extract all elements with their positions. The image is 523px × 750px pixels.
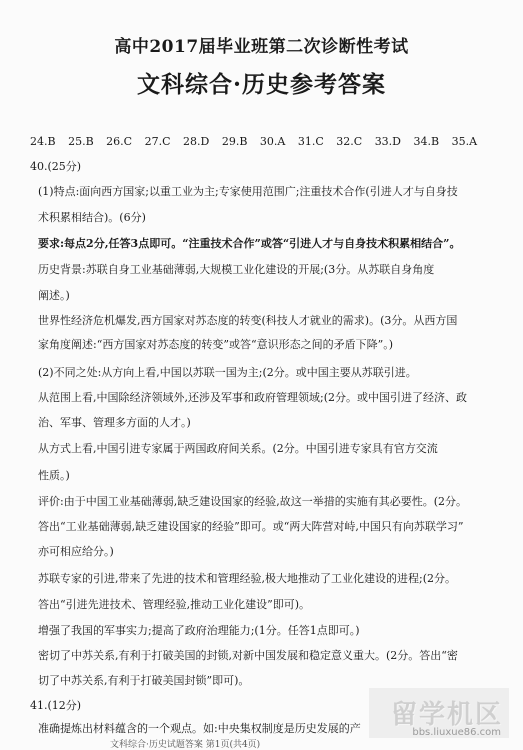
watermark-brand: 留学机区 — [390, 700, 503, 730]
question-40-header: 40.(25分) — [30, 160, 82, 173]
multiple-choice-answers — [30, 135, 486, 148]
answer-line: 答出“工业基础薄弱,缺乏建设国家的经验”即可。或“两大阵营对峙,中国只有向苏联学习” — [38, 520, 464, 533]
answer-item: 28.D — [183, 135, 210, 148]
answer-line: 从范围上看,中国除经济领域外,还涉及军事和政府管理领域;(2分。或中国引进了经济、政 — [38, 391, 467, 404]
answer-item: 27.C — [144, 135, 171, 148]
answer-line: 密切了中苏关系,有利于打破美国的封锁,对新中国发展和稳定意义重大。(2分。答出“密 — [38, 649, 458, 662]
answer-line: 治、军事、管理多方面的人才。) — [38, 416, 191, 429]
watermark-url: bbs.liuxue86.com — [412, 727, 501, 738]
answer-item: 25.B — [68, 135, 94, 148]
answer-line: 家角度阐述:“西方国家对苏态度的转变”或答“意识形态之间的矛盾下降”。) — [38, 338, 393, 351]
answer-line: 世界性经济危机爆发,西方国家对苏态度的转变(科技人才就业的需求)。(3分。从西方国 — [38, 314, 458, 327]
answer-line: 苏联专家的引进,带来了先进的技术和管理经验,极大地推动了工业化建设的进程;(2分。 — [38, 572, 456, 585]
answer-item: 34.B — [413, 135, 440, 148]
answer-line: 历史背景:苏联自身工业基础薄弱,大规模工业化建设的开展;(3分。从苏联自身角度 — [38, 263, 435, 276]
answer-line: 术积累相结合)。(6分) — [38, 211, 146, 224]
answer-line: 性质。) — [38, 469, 70, 482]
answer-line: 从方式上看,中国引进专家属于两国政府间关系。(2分。中国引进专家具有官方交流 — [38, 442, 438, 455]
answer-item: 31.C — [297, 135, 324, 148]
answer-item: 32.C — [336, 135, 363, 148]
exam-title: 高中2017届毕业班第二次诊断性考试 — [114, 37, 409, 57]
scoring-note-line: 要求:每点2分,任答3点即可。“注重技术合作”或答“引进人才与自身技术积累相结合”。 — [38, 237, 461, 250]
answer-line: (2)不同之处:从方向上看,中国以苏联一国为主;(2分。或中国主要从苏联引进。 — [38, 366, 417, 379]
answer-item: 24.B — [30, 135, 56, 148]
answer-item: 33.D — [374, 135, 402, 148]
answer-line: 亦可相应给分。) — [38, 545, 114, 558]
answer-line: 准确提炼出材料蕴含的一个观点。如:中央集权制度是历史发展的产 — [38, 722, 361, 735]
answer-line: 阐述。) — [38, 289, 70, 302]
answer-line: 答出“引进先进技术、管理经验,推动工业化建设”即可)。 — [38, 598, 311, 611]
answer-item: 30.A — [259, 135, 286, 148]
answer-item: 26.C — [106, 135, 133, 148]
answer-line: 增强了我国的军事实力;提高了政府治理能力;(1分。任答1点即可。) — [38, 624, 360, 637]
answer-line: 切了中苏关系,有利于打破美国封锁”即可)。 — [38, 674, 250, 687]
answer-line: (1)特点:面向西方国家;以重工业为主;专家使用范围广;注重技术合作(引进人才与自身技 — [38, 185, 458, 198]
answer-item: 29.B — [221, 135, 248, 148]
answer-item: 35.A — [451, 135, 478, 148]
page-footer: 文科综合·历史试题答案 第1页(共4页) — [110, 740, 261, 750]
question-41-header: 41.(12分) — [30, 699, 82, 712]
answer-key-subtitle: 文科综合·历史参考答案 — [136, 71, 386, 98]
answer-line: 评价:由于中国工业基础薄弱,缺乏建设国家的经验,故这一举措的实施有其必要性。(2分。 — [38, 495, 467, 508]
